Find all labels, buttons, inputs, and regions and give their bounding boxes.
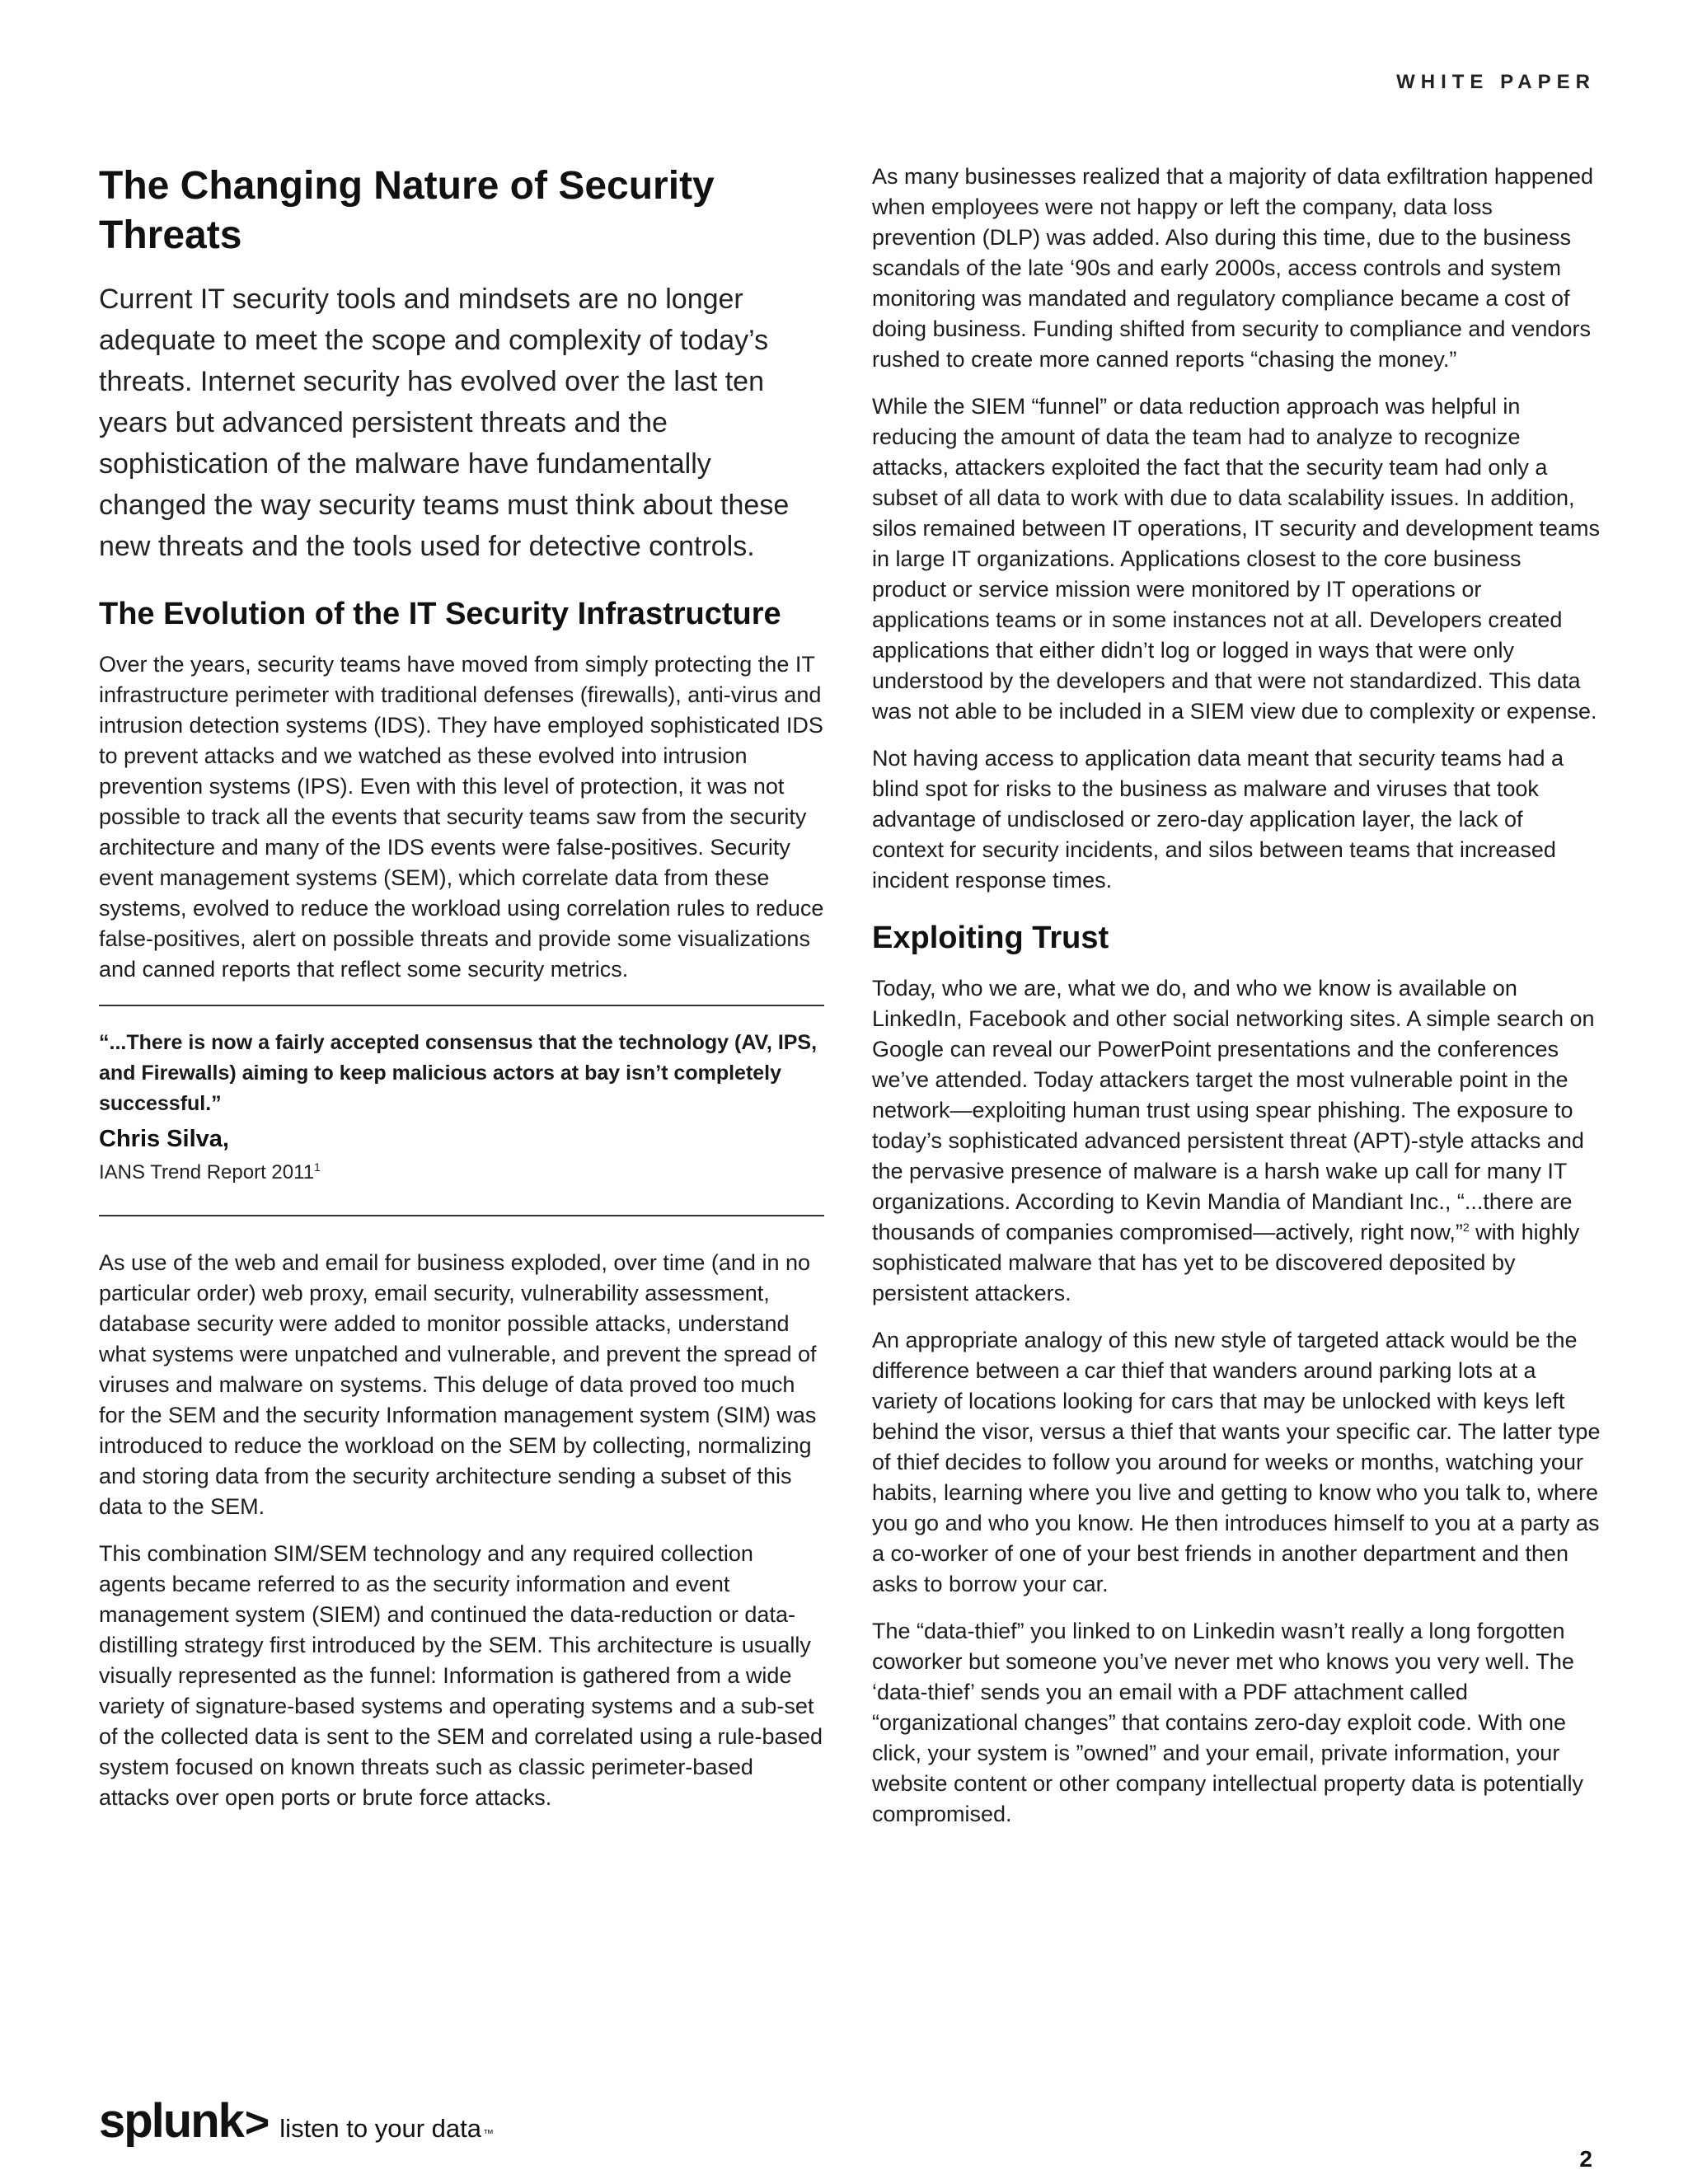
footnote-ref-1[interactable]: 1 — [314, 1160, 321, 1174]
quote-text: “...There is now a fairly accepted consensus that the technology (AV, IPS, and Firewalls) aiming to keep malicious actors at bay isn’t completely successful.” — [99, 1031, 818, 1115]
trust-paragraph-2: An appropriate analogy of this new style of targeted attack would be the difference between a car thief that wanders around parking lots at a variety of locations looking for cars that may be unlocked with keys left behind the visor, versus a thief that wants your specific car. The latter type of thief decides to follow you around for weeks or months, watching your habits, learning where you live and getting to know who you talk to, where you go and who you know. He then introduces himself to you at a party as a co-worker of one of your best friends in another department and then asks to borrow your car. — [872, 1328, 1601, 1596]
quote-source-text: IANS Trend Report 2011 — [99, 1161, 315, 1183]
quote-source — [99, 1159, 824, 1187]
page-title: The Changing Nature of Security Threats — [99, 164, 715, 257]
pull-quote — [99, 1005, 824, 1216]
evolution-paragraph-2: As use of the web and email for business exploded, over time (and in no particular order) web proxy, email security, vulnerability assessment, database security were added to monitor possible attacks, understand what systems were unpatched and vulnerable, and prevent the spread of viruses and malware on systems. This deluge of data proved too much for the SEM and the security Information management system (SIM) was introduced to reduce the workload on the SEM by collecting, normalizing and storing data from the security architecture sending a subset of this data to the SEM. — [99, 1250, 817, 1519]
right-paragraph-1: As many businesses realized that a majority of data exfiltration happened when employees were not happy or left the company, data loss prevention (DLP) was added. Also during this time, due to the business scandals of the late ‘90s and early 2000s, access controls and system monitoring was mandated and regulatory compliance became a cost of doing business. Funding shifted from security to compliance and vendors rushed to create more canned reports “chasing the money.” — [872, 164, 1593, 372]
quote-author: Chris Silva, — [99, 1126, 229, 1152]
trust-paragraph-1-text-b: with highly sophisticated malware that has yet to be discovered deposited by persistent attackers. — [872, 1220, 1580, 1305]
evolution-paragraph-1: Over the years, security teams have moved from simply protecting the IT infrastructure perimeter with traditional defenses (firewalls), anti-virus and intrusion detection systems (IDS). They have employed sophisticated IDS to prevent attacks and we watched as these evolved into intrusion prevention systems (IPS). Even with this level of protection, it was not possible to track all the events that security teams saw from the security architecture and many of the IDS events were false-positives. Security event management systems (SEM), which correlate data from these systems, evolved to reduce the workload using correlation rules to reduce false-positives, alert on possible threats and provide some visualizations and canned reports that reflect some security metrics. — [99, 652, 824, 982]
right-paragraph-3: Not having access to application data meant that security teams had a blind spot for risks to the business as malware and viruses that took advantage of undisclosed or zero-day application layer, the lack of context for security incidents, and silos between teams that increased incident response times. — [872, 746, 1564, 893]
evolution-paragraph-3: This combination SIM/SEM technology and any required collection agents became referred to as the security information and event management system (SIEM) and continued the data-reduction or data-distilling strategy first introduced by the SEM. This architecture is usually visually represented as the funnel: Information is gathered from a wide variety of signature-based systems and operating systems and a sub-set of the collected data is sent to the SEM and correlated using a rule-based system focused on known threats such as classic perimeter-based attacks over open ports or brute force attacks. — [99, 1541, 823, 1810]
right-column — [872, 162, 1601, 1846]
chevron-right-icon: > — [244, 2099, 270, 2147]
section-heading-evolution: The Evolution of the IT Security Infrastructure — [99, 597, 781, 631]
section-heading-exploiting-trust: Exploiting Trust — [872, 921, 1109, 955]
right-paragraph-2: While the SIEM “funnel” or data reduction approach was helpful in reducing the amount of data the team had to analyze to recognize attacks, attackers exploited the fact that the security team had only a subset of all data to work with due to data scalability issues. In addition, silos remained between IT operations, IT security and development teams in large IT organizations. Applications closest to the core business product or service mission were monitored by IT operations or applications teams or in some instances not at all. Developers created applications that either didn’t log or logged in ways that were only understood by the developers and that were not standardized. This data was not able to be included in a SIEM view due to complexity or expense. — [872, 394, 1600, 724]
tagline: listen to your data — [279, 2114, 481, 2143]
trademark-mark: ™ — [483, 2127, 494, 2139]
brand-wordmark: splunk — [99, 2094, 243, 2148]
trust-paragraph-1-text-a: Today, who we are, what we do, and who we know is available on LinkedIn, Facebook and other social networking sites. A simple search on Google can reveal our PowerPoint presentations and the conferences we’ve attended. Today attackers target the most vulnerable point in the network—exploiting human trust using spear phishing. The exposure to today’s sophisticated advanced persistent threat (APT)-style attacks and the pervasive presence of malware is a harsh wake up call for many IT organizations. According to Kevin Mandia of Mandiant Inc., “...there are thousands of companies compromised—actively, right now,” — [872, 976, 1595, 1244]
trust-paragraph-3: The “data-thief” you linked to on Linkedin wasn’t really a long forgotten coworker but someone you’ve never met who knows you very well. The ‘data-thief’ sends you an email with a PDF attachment called “organizational changes” that contains zero-day exploit code. With one click, your system is ”owned” and your email, private information, your website content or other company intellectual property data is potentially compromised. — [872, 1619, 1583, 1826]
document-type-label: WHITE PAPER — [1396, 71, 1596, 93]
left-column — [99, 162, 824, 1830]
splunk-logo — [99, 2093, 494, 2149]
page-number: 2 — [1579, 2146, 1592, 2172]
footnote-ref-2[interactable]: 2 — [1462, 1221, 1470, 1234]
trust-paragraph-1 — [872, 973, 1601, 1309]
intro-paragraph: Current IT security tools and mindsets are no longer adequate to meet the scope and complexity of today’s threats. Internet security has evolved over the last ten years but advanced persistent threats and the sophistication of the malware have fundamentally changed the way security teams must think about these new threats and the tools used for detective controls. — [99, 284, 790, 562]
